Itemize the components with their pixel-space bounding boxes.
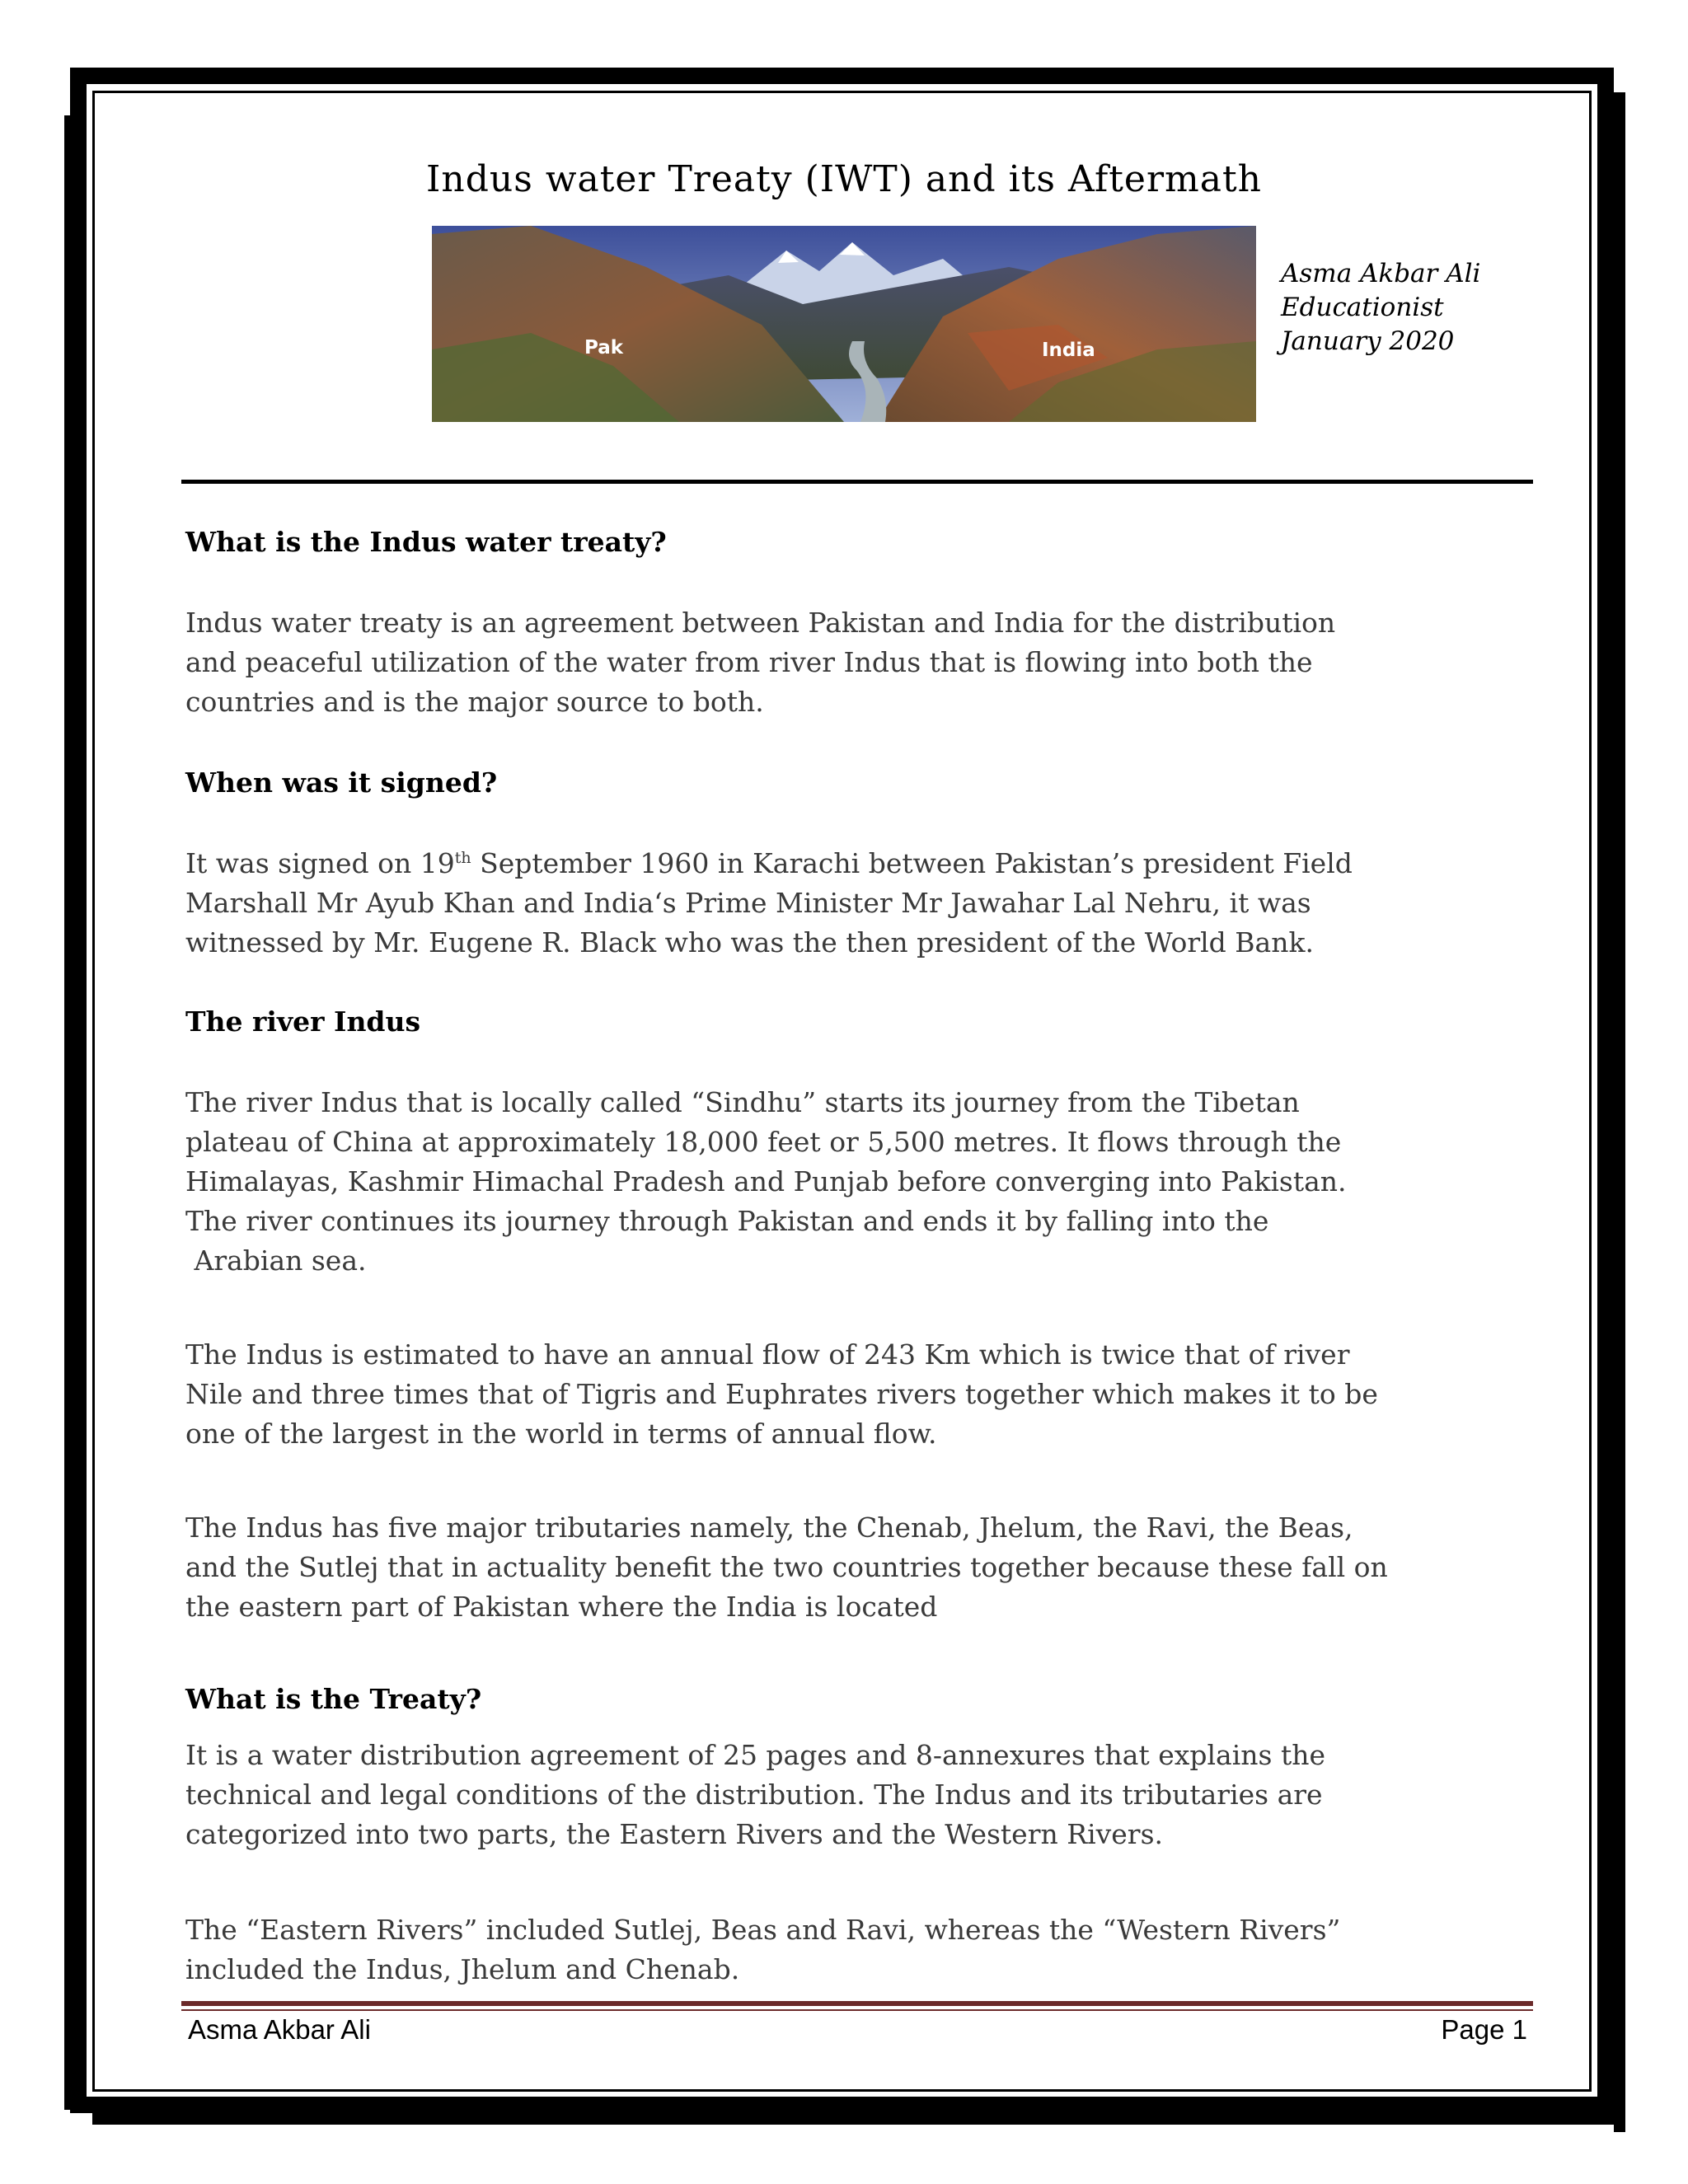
paragraph-river-indus-2 <box>185 1335 1545 1454</box>
paragraph-river-indus-3 <box>185 1508 1545 1627</box>
paragraph-when-signed <box>185 844 1545 963</box>
text-line <box>185 844 1545 883</box>
text-line: and the Sutlej that in actuality benefit the two countries together because these fall on <box>185 1551 1388 1583</box>
text-line: and peaceful utilization of the water from river Indus that is flowing into both the <box>185 646 1313 678</box>
mountain-valley-image <box>432 226 1256 422</box>
text-line: technical and legal conditions of the distribution. The Indus and its tributaries are <box>185 1779 1323 1811</box>
byline-author: Asma Akbar Ali <box>1281 259 1481 288</box>
page-border-shadow-bottom <box>92 2113 1625 2125</box>
section-heading-what-is-treaty: What is the Indus water treaty? <box>185 526 667 558</box>
text-line: The Indus is estimated to have an annual flow of 243 Km which is twice that of river <box>185 1338 1350 1371</box>
text-line: Nile and three times that of Tigris and Euphrates rivers together which makes it to be <box>185 1378 1378 1410</box>
footer-author: Asma Akbar Ali <box>188 2014 371 2045</box>
image-label-india: India <box>1042 340 1095 361</box>
text-line: one of the largest in the world in terms of annual flow. <box>185 1418 937 1450</box>
text-fragment: September 1960 in Karachi between Pakistan’s president Field <box>471 847 1353 879</box>
page-border-shadow-right <box>1614 92 1625 2132</box>
text-line: countries and is the major source to both. <box>185 686 764 718</box>
byline <box>1281 257 1480 359</box>
paragraph-treaty-1 <box>185 1736 1545 1854</box>
valley-picture <box>432 226 1256 422</box>
text-line: categorized into two parts, the Eastern Rivers and the Western Rivers. <box>185 1818 1164 1850</box>
text-fragment: It was signed on 19 <box>185 847 455 879</box>
section-heading-river-indus: The river Indus <box>185 1005 421 1038</box>
paragraph-treaty-2 <box>185 1910 1545 1990</box>
superscript: th <box>454 849 471 867</box>
section-heading-what-is-the-treaty: What is the Treaty? <box>185 1683 482 1715</box>
text-line: It is a water distribution agreement of 25 pages and 8-annexures that explains the <box>185 1739 1326 1771</box>
header-rule <box>181 480 1533 484</box>
image-label-pak: Pak <box>584 337 624 359</box>
section-heading-when-signed: When was it signed? <box>185 766 498 799</box>
text-line: plateau of China at approximately 18,000 feet or 5,500 metres. It flows through the <box>185 1126 1342 1158</box>
text-line: The “Eastern Rivers” included Sutlej, Beas and Ravi, whereas the “Western Rivers” <box>185 1914 1341 1946</box>
paragraph-what-is-treaty <box>185 603 1545 722</box>
text-line: Indus water treaty is an agreement between Pakistan and India for the distribution <box>185 607 1336 639</box>
text-line: witnessed by Mr. Eugene R. Black who was the then president of the World Bank. <box>185 926 1314 958</box>
footer-rule <box>181 2001 1533 2006</box>
text-line: Himalayas, Kashmir Himachal Pradesh and Punjab before converging into Pakistan. <box>185 1165 1347 1197</box>
text-line: the eastern part of Pakistan where the India is located <box>185 1591 938 1623</box>
paragraph-river-indus-1 <box>185 1083 1545 1281</box>
page-number: Page 1 <box>1441 2014 1527 2045</box>
document-title: Indus water Treaty (IWT) and its Aftermath <box>426 158 1262 200</box>
text-line: Arabian sea. <box>185 1244 367 1277</box>
text-line: included the Indus, Jhelum and Chenab. <box>185 1953 740 1985</box>
byline-role: Educationist <box>1281 293 1444 322</box>
text-line: The river continues its journey through Pakistan and ends it by falling into the <box>185 1205 1269 1237</box>
text-line: Marshall Mr Ayub Khan and India‘s Prime Minister Mr Jawahar Lal Nehru, it was <box>185 887 1311 919</box>
byline-date: January 2020 <box>1281 326 1455 356</box>
text-line: The Indus has five major tributaries namely, the Chenab, Jhelum, the Ravi, the Beas, <box>185 1511 1353 1544</box>
footer-rule-thin <box>181 2009 1533 2011</box>
text-line: The river Indus that is locally called “Sindhu” starts its journey from the Tibetan <box>185 1086 1300 1118</box>
